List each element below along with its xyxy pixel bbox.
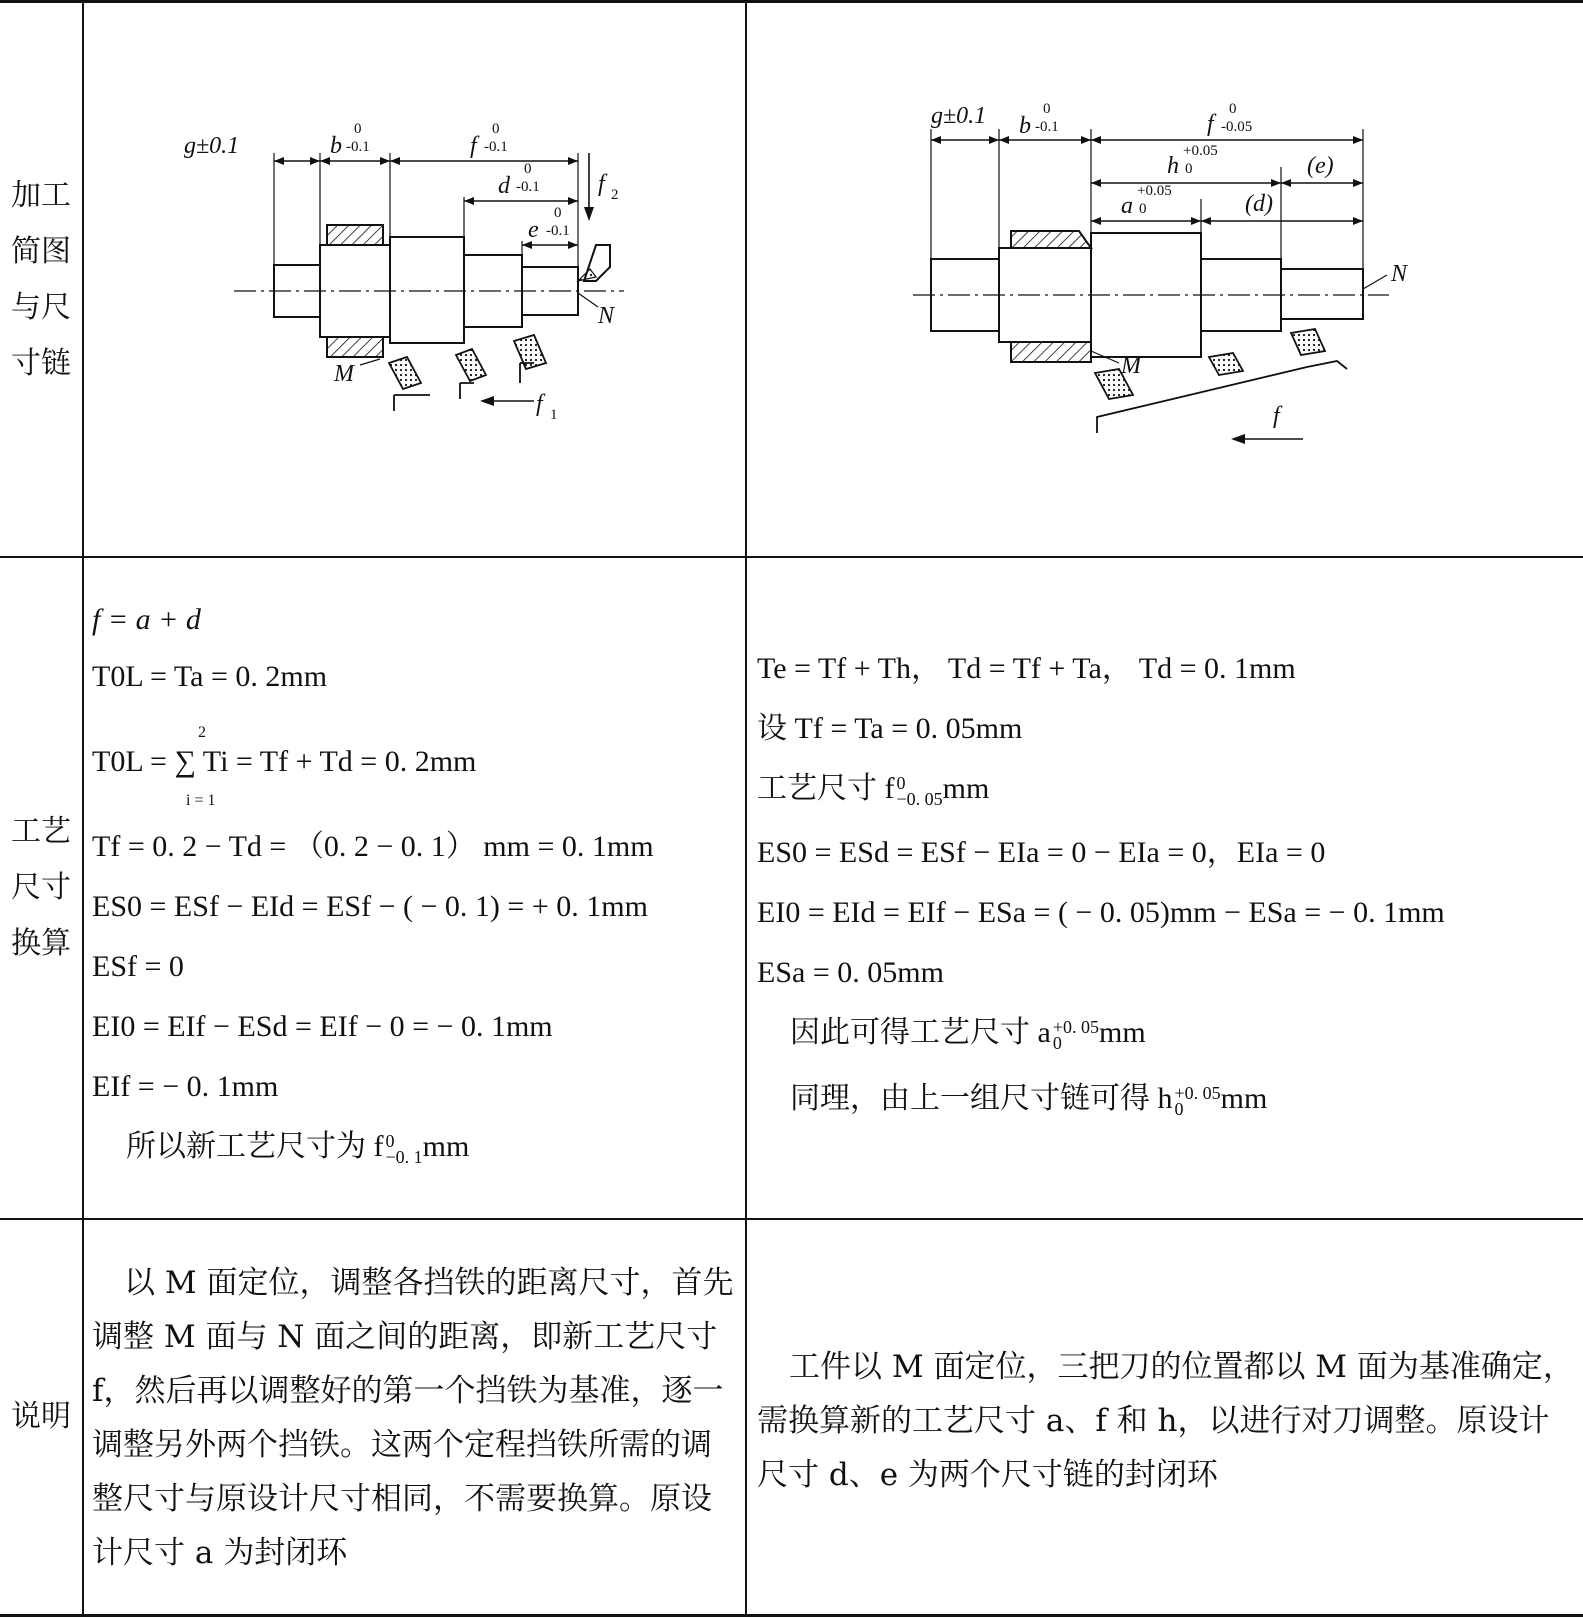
right-machining-diagram: [747, 3, 1583, 556]
label-a: a: [1121, 193, 1133, 219]
row-header-diagram-label: 加工简图与尺寸链: [11, 177, 71, 381]
label-f-upper: 0: [1229, 101, 1237, 117]
label-e: e: [528, 217, 539, 243]
left-calc-sum-bottom: i = 1: [186, 792, 216, 809]
label-h: h: [1167, 153, 1179, 179]
label-a-upper: +0.05: [1137, 183, 1172, 199]
hatch-top: [327, 225, 383, 245]
right-calc-line-3: [757, 772, 990, 810]
label-M: M: [1121, 353, 1141, 379]
label-f-lower: -0.1: [484, 139, 508, 155]
label-N: N: [1391, 261, 1408, 287]
hatch-top: [1011, 231, 1091, 248]
tol-lower: 0: [1052, 1033, 1062, 1054]
tol-upper: 0: [896, 773, 906, 794]
label-feed: f: [1273, 403, 1280, 429]
right-calc-line-7-unit: mm: [1098, 1016, 1146, 1049]
row-header-diagram: [0, 3, 82, 556]
right-calc-line-1: Te = Tf + Th， Td = Tf + Ta， Td = 0. 1mm: [757, 652, 1296, 685]
tol-upper: 0: [385, 1131, 395, 1152]
label-e-upper: 0: [554, 205, 562, 221]
right-calc-line-7-text: 因此可得工艺尺寸 a: [790, 1016, 1051, 1049]
shaft-step-3: [390, 237, 464, 343]
right-calc-line-7-tol: [1052, 1017, 1099, 1054]
label-d-lower: -0.1: [516, 179, 540, 195]
label-b: b: [1019, 113, 1031, 139]
label-M: M: [334, 361, 354, 387]
tol-upper: +0. 05: [1052, 1017, 1099, 1038]
label-f: f: [470, 133, 477, 159]
label-d-upper: 0: [524, 161, 532, 177]
left-calc-line-3: T0L = ∑ Ti = Tf + Td = 0. 2mm: [92, 745, 477, 778]
label-f2: f: [598, 171, 605, 197]
right-calc-line-2: 设 Tf = Ta = 0. 05mm: [757, 712, 1023, 745]
right-calc-line-3-text: 工艺尺寸 f: [757, 772, 895, 805]
tol-lower: −0. 1: [385, 1147, 423, 1168]
table-row-divider-2: [0, 1218, 1583, 1220]
label-f1-sub: 1: [550, 407, 558, 423]
tol-lower: −0. 05: [896, 789, 943, 810]
label-b-lower: -0.1: [346, 139, 370, 155]
label-e-lower: -0.1: [546, 223, 570, 239]
right-calc-line-4: ES0 = ESd = ESf − EIa = 0 − EIa = 0，EIa = 0: [757, 836, 1326, 869]
left-calc-sum-top: 2: [198, 724, 206, 741]
row-header-calc: [0, 558, 82, 1218]
right-calc-line-8-unit: mm: [1220, 1082, 1268, 1115]
label-N: N: [598, 303, 615, 329]
left-calc-line-1: f = a + d: [92, 603, 201, 636]
right-calc-line-8-text: 同理，由上一组尺寸链可得 h: [790, 1082, 1173, 1115]
label-b-lower: -0.1: [1035, 119, 1059, 135]
cutting-tool-2: [456, 349, 486, 381]
left-machining-diagram: [84, 3, 744, 556]
label-e-paren: (e): [1307, 153, 1334, 179]
left-calc-line-9-tol: [385, 1131, 423, 1168]
label-b: b: [330, 133, 342, 159]
left-calc-line-9-text: 所以新工艺尺寸为 f: [126, 1130, 384, 1163]
left-calc-line-7: EI0 = EIf − ESd = EIf − 0 = − 0. 1mm: [92, 1010, 553, 1043]
label-b-upper: 0: [354, 121, 362, 137]
shaft-step-5: [1281, 269, 1363, 319]
left-calc-line-5: ES0 = ESf − EId = ESf − ( − 0. 1) = + 0. 1mm: [92, 890, 648, 923]
tol-lower: 0: [1174, 1099, 1184, 1120]
right-calc-line-7: [790, 1016, 1146, 1054]
hatch-bottom: [1011, 342, 1091, 362]
label-a-lower: 0: [1139, 201, 1147, 217]
label-f: f: [1207, 111, 1214, 137]
note-right: 工件以 M 面定位，三把刀的位置都以 M 面为基准确定，需换算新的工艺尺寸 a、f 和 h，以进行对刀调整。原设计尺寸 d、e 为两个尺寸链的封闭环: [757, 1349, 1574, 1493]
label-f1: f: [536, 391, 543, 417]
table-bottom-border: [0, 1614, 1583, 1617]
left-calc-line-4: Tf = 0. 2 − Td = （0. 2 − 0. 1） mm = 0. 1mm: [92, 830, 654, 863]
tol-upper: +0. 05: [1174, 1083, 1221, 1104]
row-header-calc-label: 工艺尺寸换算: [11, 814, 71, 961]
table-row-divider-1: [0, 556, 1583, 558]
right-calc-line-6: ESa = 0. 05mm: [757, 956, 944, 989]
label-h-lower: 0: [1185, 161, 1193, 177]
left-calc-line-2: T0L = Ta = 0. 2mm: [92, 660, 328, 693]
label-h-upper: +0.05: [1183, 143, 1218, 159]
right-calc-line-3-tol: [896, 773, 943, 810]
right-calc-line-5: EI0 = EId = EIf − ESa = ( − 0. 05)mm − ESa = − 0. 1mm: [757, 896, 1445, 929]
label-f-lower: -0.05: [1221, 119, 1253, 135]
label-f-upper: 0: [492, 121, 500, 137]
cutting-tool-1: [389, 357, 421, 389]
label-d-paren: (d): [1245, 191, 1273, 217]
left-calc-line-6: ESf = 0: [92, 950, 184, 983]
left-calc-line-8: EIf = − 0. 1mm: [92, 1070, 279, 1103]
label-g: g±0.1: [931, 103, 987, 129]
left-calc-line-9-unit: mm: [422, 1130, 470, 1163]
hatch-bottom: [327, 337, 383, 357]
row-header-note-label: 说明: [11, 1399, 71, 1434]
label-g: g±0.1: [184, 133, 240, 159]
left-calc-line-9: [126, 1130, 470, 1168]
cutting-tool-3: [1291, 329, 1325, 355]
label-b-upper: 0: [1043, 101, 1051, 117]
label-f2-sub: 2: [611, 187, 619, 203]
label-d: d: [498, 173, 510, 199]
right-calc-line-8: [790, 1082, 1268, 1120]
right-calc-line-8-tol: [1174, 1083, 1221, 1120]
cutting-tool-2: [1209, 353, 1243, 375]
note-left: 以 M 面定位，调整各挡铁的距离尺寸，首先调整 M 面与 N 面之间的距离，即新工艺尺寸 f，然后再以调整好的第一个挡铁为基准，逐一调整另外两个挡铁。这两个定程挡铁所需的调整尺寸与原设计尺寸相同，不需要换算。原设计尺寸 a 为封闭环: [92, 1265, 734, 1571]
row-header-note: [0, 1220, 82, 1614]
right-calc-line-3-unit: mm: [942, 772, 990, 805]
